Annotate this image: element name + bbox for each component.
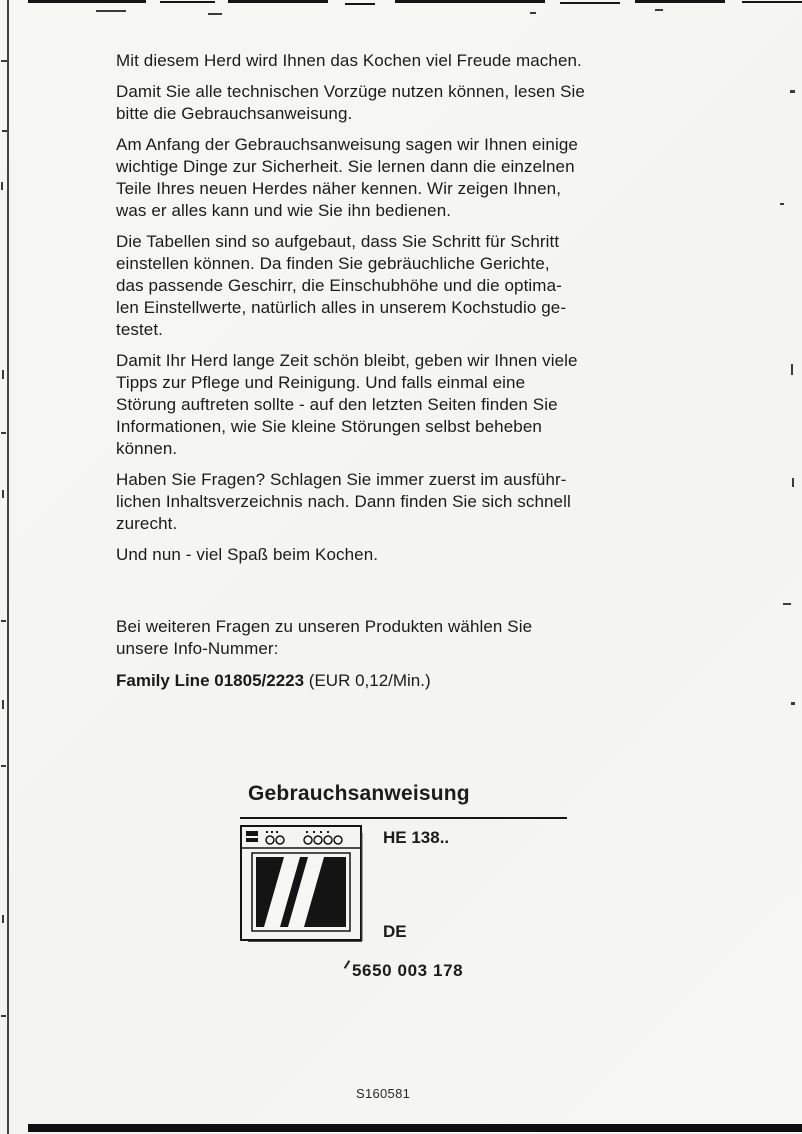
model-number: HE 138.. — [383, 828, 450, 847]
oven-control-panel — [246, 831, 342, 844]
scan-artifact — [1, 182, 3, 190]
scan-artifact — [780, 203, 784, 205]
part-number: 5650 003 178 — [352, 961, 464, 980]
care-paragraph: Damit Ihr Herd lange Zeit schön bleibt, geben wir Ihnen viele Tipps zur Pflege und Reinigung. Und falls einmal eine Störung auftreten sollte - auf den letzten Seiten finden Sie Informationen, wie Sie kleine Störungen selbst beheben können. — [116, 351, 578, 458]
manual-title: Gebrauchsanweisung — [248, 782, 470, 805]
knob-icon — [334, 836, 342, 844]
scan-artifact — [160, 1, 215, 3]
knob-icon — [314, 836, 322, 844]
scan-artifact — [655, 9, 663, 11]
info-number-text: Bei weiteren Fragen zu unseren Produkten wählen Sie unsere Info-Nummer: — [116, 617, 533, 658]
scan-artifact — [2, 915, 4, 923]
title-underline — [240, 817, 567, 819]
scan-artifact — [1, 60, 7, 62]
indicator-dot-icon — [266, 831, 268, 833]
scan-artifact — [560, 2, 620, 4]
brand-logo-icon — [246, 831, 258, 836]
indicator-dot-icon — [327, 831, 329, 833]
indicator-dot-icon — [276, 831, 278, 833]
language-code: DE — [383, 922, 407, 941]
body-text — [116, 50, 716, 692]
knob-icon — [324, 836, 332, 844]
print-code: S160581 — [356, 1086, 411, 1101]
indicator-dot-icon — [313, 831, 315, 833]
indicator-dot-icon — [306, 831, 308, 833]
questions-paragraph: Haben Sie Fragen? Schlagen Sie immer zuerst im ausführ- lichen Inhaltsverzeichnis nach. Dann finden Sie sich schnell zurecht. — [116, 470, 571, 533]
scan-artifact — [1, 432, 6, 434]
scan-artifact — [395, 0, 545, 3]
scan-artifact — [790, 90, 795, 93]
scan-artifact — [791, 364, 793, 375]
read-manual-paragraph: Damit Sie alle technischen Vorzüge nutzen können, lesen Sie bitte die Gebrauchsanweisung. — [116, 82, 585, 123]
scan-artifact — [228, 0, 328, 3]
scan-bottom-edge — [28, 1124, 802, 1132]
scan-artifact — [1, 1015, 6, 1017]
scan-edge-line — [7, 0, 9, 1134]
hotline-rate: (EUR 0,12/Min.) — [304, 671, 431, 690]
scan-artifact — [635, 0, 725, 3]
scan-artifact — [96, 10, 126, 12]
scan-artifact — [2, 370, 4, 379]
scan-artifact — [791, 702, 795, 705]
scan-artifact — [28, 0, 146, 3]
indicator-dot-icon — [320, 831, 322, 833]
scan-artifact — [530, 12, 536, 14]
scan-artifact — [345, 3, 375, 5]
knob-icon — [304, 836, 312, 844]
scan-artifact — [1, 765, 6, 767]
oven-door — [252, 853, 350, 931]
closing-paragraph: Und nun - viel Spaß beim Kochen. — [116, 545, 379, 564]
scan-artifact — [344, 960, 350, 969]
intro-paragraph: Mit diesem Herd wird Ihnen das Kochen viel Freude machen. — [116, 51, 582, 70]
scan-artifact — [1, 620, 6, 622]
hotline-line — [116, 669, 716, 692]
hotline-number: Family Line 01805/2223 — [116, 671, 305, 690]
scan-artifact — [208, 13, 222, 15]
scan-artifact — [742, 1, 802, 3]
scan-artifact — [792, 478, 794, 487]
knob-icon — [266, 836, 274, 844]
scan-artifact — [2, 490, 4, 498]
indicator-dot-icon — [271, 831, 273, 833]
knob-icon — [276, 836, 284, 844]
oven-illustration — [240, 825, 363, 942]
safety-paragraph: Am Anfang der Gebrauchsanweisung sagen wir Ihnen einige wichtige Dinge zur Sicherheit. Sie lernen dann die einzelnen Teile Ihres neuen Herdes näher kennen. Wir zeigen Ihnen, was er alles kann und wie Sie ihn bedienen. — [116, 135, 578, 220]
brand-logo-icon — [246, 838, 258, 842]
scan-artifact — [2, 700, 4, 709]
tables-paragraph: Die Tabellen sind so aufgebaut, dass Sie Schritt für Schritt einstellen können. Da finden Sie gebräuchliche Gerichte, das passende Geschirr, die Einschubhöhe und die optima- len Einstellwerte, natürlich alles in unserem Kochstudio ge- testet. — [116, 232, 567, 339]
scan-artifact — [783, 603, 791, 605]
scan-artifact — [2, 130, 7, 132]
